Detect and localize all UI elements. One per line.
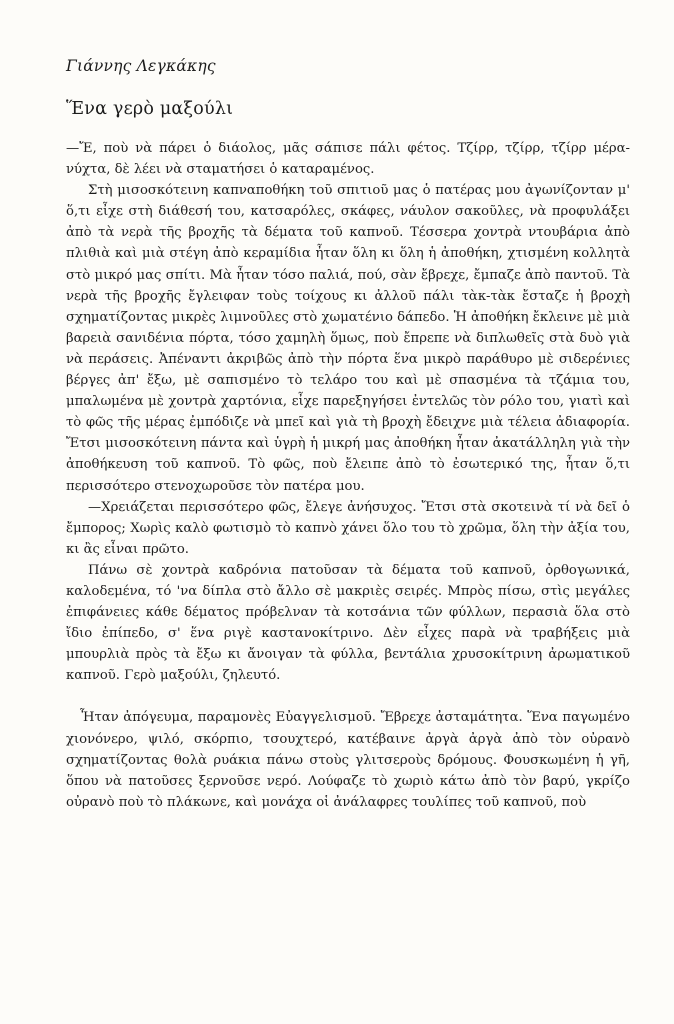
paragraph-5: Ἦταν ἀπόγευμα, παραμονὲς Εὐαγγελισμοῦ. Ἔβρεχε ἀσταμάτητα. Ἕνα παγωμένο χιονόνερο, ψιλό, σκόρπιο, τσουχτερό, κατέβαινε ἀργὰ ἀργὰ ἀπὸ τὸν οὐρανὸ σχηματίζοντας θολὰ ρυάκια πάνω στοὺς γλιτσεροὺς δρόμους. Φουσκωμένη ἡ γῆ, ὅπου νὰ πατοῦσες ξερνοῦσε νερό. Λούφαζε τὸ χωριὸ κάτω ἀπὸ τὸν βαρύ, γκρίζο οὐρανὸ ποὺ τὸ πλάκωνε, καὶ μονάχα οἱ ἀνάλαφρες τουλίπες τοῦ καπνοῦ, ποὺ (66, 710, 630, 810)
paragraph-1: —Ἔ, ποὺ νὰ πάρει ὁ διάολος, μᾶς σάπισε πάλι φέτος. Τζίρρ, τζίρρ, τζίρρ μέρα-νύχτα, δὲ λέει νὰ σταματήσει ὁ καταραμένος. (66, 141, 630, 178)
paragraph-3: —Χρειάζεται περισσότερο φῶς, ἔλεγε ἀνήσυχος. Ἔτσι στὰ σκοτεινὰ τί νὰ δεῖ ὁ ἔμπορος; Χωρὶς καλὸ φωτισμὸ τὸ καπνὸ χάνει ὅλο του τὸ χρῶμα, ὅλη τὴν ἀξία του, κι ἂς εἶναι πρῶτο. (66, 499, 630, 557)
paragraph-4: Πάνω σὲ χοντρὰ καδρόνια πατοῦσαν τὰ δέματα τοῦ καπνοῦ, ὀρθογωνικά, καλοδεμένα, τό 'να δίπλα στὸ ἄλλο σὲ μακριὲς σειρές. Μπρὸς πίσω, στὶς μεγάλες ἐπιφάνειες κάθε δέματος πρόβελναν τὰ κοτσάνια τῶν φύλλων, περασιὰ ὅλα στὸ ἴδιο ἐπίπεδο, σ' ἕνα ριγὲ καστανοκίτρινο. Δὲν εἶχες παρὰ νὰ τραβήξεις μιὰ μπουρλιὰ πρὸς τὰ ἔξω κι ἄνοιγαν τὰ φύλλα, βεντάλια χρυσοκίτρινη ἀρωματικοῦ καπνοῦ. Γερὸ μαξούλι, ζηλευτό. (66, 562, 630, 684)
author-name: Γιάννης Λεγκάκης (66, 57, 216, 75)
story-body (66, 138, 630, 813)
section-break (66, 686, 630, 707)
story-title: Ἕνα γερὸ μαξούλι (66, 99, 234, 119)
paragraph-2: Στὴ μισοσκότεινη καπναποθήκη τοῦ σπιτιοῦ μας ὁ πατέρας μου ἀγωνίζονταν μ' ὅ,τι εἶχε στὴ διάθεσή του, κατσαρόλες, σκάφες, νάυλον σακοῦλες, νὰ προφυλάξει ἀπὸ τὰ νερὰ τῆς βροχῆς τὰ δέματα τοῦ καπνοῦ. Τέσσερα χοντρὰ ντουβάρια ἀπὸ πλιθιὰ καὶ μιὰ στέγη ἀπὸ κεραμίδια ἦταν ὅλη κι ὅλη ἡ ἀποθήκη, χτισμένη κολλητὰ στὸ μικρό μας σπίτι. Μὰ ἦταν τόσο παλιά, πού, σὰν ἔβρεχε, ἔμπαζε ἀπὸ παντοῦ. Τὰ νερὰ τῆς βροχῆς ἔγλειφαν τοὺς τοίχους κι ἀλλοῦ πάλι τὰκ-τὰκ ἔσταζε ἡ βροχὴ σχηματίζοντας μικρὲς λιμνοῦλες στὸ χωματένιο δάπεδο. Ἡ ἀποθήκη ἔκλεινε μὲ μιὰ βαρειὰ σανιδένια πόρτα, τόσο χαμηλὴ ὅμως, ποὺ ἔπρεπε νὰ διπλωθεῖς στὰ δυὸ γιὰ νὰ περάσεις. Ἀπέναντι ἀκριβῶς ἀπὸ τὴν πόρτα ἕνα μικρὸ παράθυρο μὲ σιδερένιες βέργες ἀπ' ἔξω, μὲ σαπισμένο τὸ τελάρο του καὶ μὲ σπασμένα τὰ τζάμια του, μπαλωμένα μὲ χοντρὰ χαρτόνια, εἶχε παρεξηγήσει ἐντελῶς τὸν ρόλο του, γιατὶ καὶ τὸ φῶς τῆς μέρας ἐμπόδιζε νὰ μπεῖ καὶ γιὰ τὴ βροχὴ ἔδειχνε μιὰ τέλεια ἀδιαφορία. Ἔτσι μισοσκότεινη πάντα καὶ ὑγρὴ ἡ μικρή μας ἀποθήκη ἦταν ἀκατάλληλη γιὰ τὴν ἀποθήκευση τοῦ καπνοῦ. Τὸ φῶς, ποὺ ἔλειπε ἀπὸ τὸ ἐσωτερικό της, ἦταν ὅ,τι περισσότερο στενοχωροῦσε τὸν πατέρα μου. (66, 183, 630, 494)
